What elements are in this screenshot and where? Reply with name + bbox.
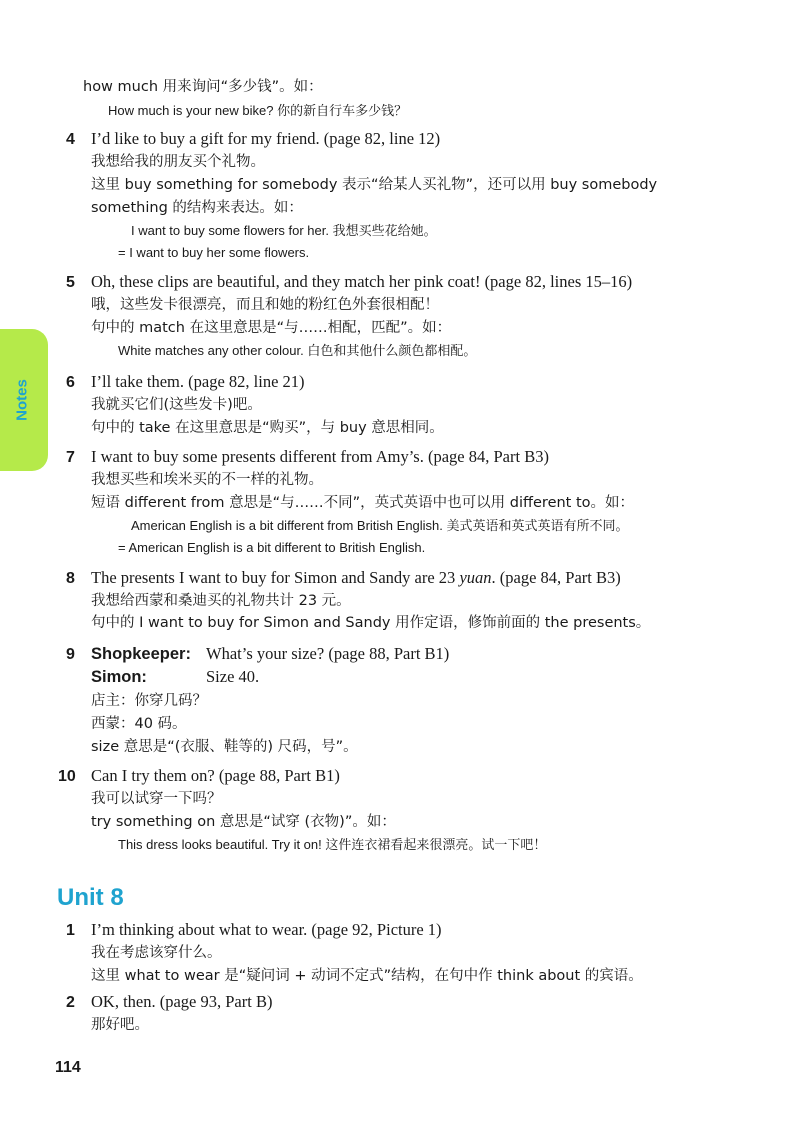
- dialog-line: [91, 646, 191, 663]
- note-translation: 我就买它们(这些发卡)吧。: [91, 397, 262, 413]
- note-example: I want to buy some flowers for her. 我想买些花给她。: [131, 223, 437, 238]
- note-explanation: 这里 buy something for somebody 表示“给某人买礼物”，还可以用 buy somebody: [91, 177, 658, 193]
- note-number: 6: [66, 374, 75, 391]
- note-translation: 哦，这些发卡很漂亮，而且和她的粉红色外套很相配！: [91, 297, 439, 313]
- speaker-label: Simon:: [91, 668, 147, 686]
- dialog-text: Size 40.: [206, 667, 260, 686]
- note-number: 5: [66, 274, 75, 291]
- note-title: I want to buy some presents different from Amy’s. (page 84, Part B3): [91, 447, 549, 466]
- unit-heading: Unit 8: [57, 884, 124, 911]
- page-number: 114: [55, 1059, 81, 1076]
- note-translation: 我想给西蒙和桑迪买的礼物共计 23 元。: [91, 593, 351, 609]
- note-translation: 我想给我的朋友买个礼物。: [91, 154, 265, 170]
- note-explanation: 句中的 I want to buy for Simon and Sandy 用作定语，修饰前面的 the presents。: [91, 615, 651, 631]
- notes-tab-label: Notes: [13, 379, 31, 421]
- note-example: = American English is a bit different to British English.: [118, 540, 426, 555]
- note-number: 2: [66, 994, 75, 1011]
- note-example: White matches any other colour. 白色和其他什么颜色都相配。: [118, 343, 477, 358]
- note-number: 1: [66, 922, 75, 939]
- note-example: = I want to buy her some flowers.: [118, 245, 310, 260]
- note-explanation: 句中的 take 在这里意思是“购买”，与 buy 意思相同。: [91, 420, 444, 436]
- note-example: This dress looks beautiful. Try it on! 这件连衣裙看起来很漂亮。试一下吧！: [118, 837, 547, 852]
- note-title: [91, 570, 621, 587]
- note-translation: 西蒙：40 码。: [91, 716, 187, 732]
- note-explanation: try something on 意思是“试穿 (衣物)”。如：: [91, 814, 396, 830]
- note-title: I’ll take them. (page 82, line 21): [91, 372, 305, 391]
- note-title-part: . (page 84, Part B3): [491, 568, 621, 587]
- note-title: Oh, these clips are beautiful, and they match her pink coat! (page 82, lines 15–16): [91, 272, 633, 291]
- speaker-label: Shopkeeper:: [91, 645, 191, 663]
- note-title-part: The presents I want to buy for Simon and Sandy are 23: [91, 568, 460, 587]
- note-title-italic: yuan: [459, 568, 492, 587]
- dialog-text: What’s your size? (page 88, Part B1): [206, 644, 450, 663]
- note-title: OK, then. (page 93, Part B): [91, 992, 273, 1011]
- note-explanation: size 意思是“(衣服、鞋等的) 尺码，号”。: [91, 739, 358, 755]
- note-explanation: 句中的 match 在这里意思是“与……相配，匹配”。如：: [91, 320, 452, 336]
- note-number: 8: [66, 570, 75, 587]
- intro-example: How much is your new bike? 你的新自行车多少钱？: [108, 103, 408, 118]
- note-translation: 我可以试穿一下吗？: [91, 791, 222, 807]
- note-title: Can I try them on? (page 88, Part B1): [91, 766, 340, 785]
- note-explanation: 短语 different from 意思是“与……不同”，英式英语中也可以用 different to。如：: [91, 495, 635, 511]
- note-title: I’m thinking about what to wear. (page 92, Picture 1): [91, 920, 442, 939]
- note-number: 4: [66, 131, 75, 148]
- note-number: 9: [66, 646, 75, 663]
- note-number: 10: [58, 768, 76, 785]
- note-example: American English is a bit different from British English. 美式英语和英式英语有所不同。: [131, 518, 629, 533]
- note-number: 7: [66, 449, 75, 466]
- note-explanation: something 的结构来表达。如：: [91, 200, 303, 216]
- note-translation: 那好吧。: [91, 1017, 149, 1033]
- note-translation: 店主：你穿几码？: [91, 693, 207, 709]
- intro-line: how much 用来询问“多少钱”。如：: [83, 79, 323, 95]
- note-translation: 我想买些和埃米买的不一样的礼物。: [91, 472, 323, 488]
- note-translation: 我在考虑该穿什么。: [91, 945, 222, 961]
- dialog-line: [91, 669, 147, 686]
- note-title: I’d like to buy a gift for my friend. (page 82, line 12): [91, 129, 441, 148]
- note-explanation: 这里 what to wear 是“疑问词 + 动词不定式”结构，在句中作 think about 的宾语。: [91, 968, 643, 984]
